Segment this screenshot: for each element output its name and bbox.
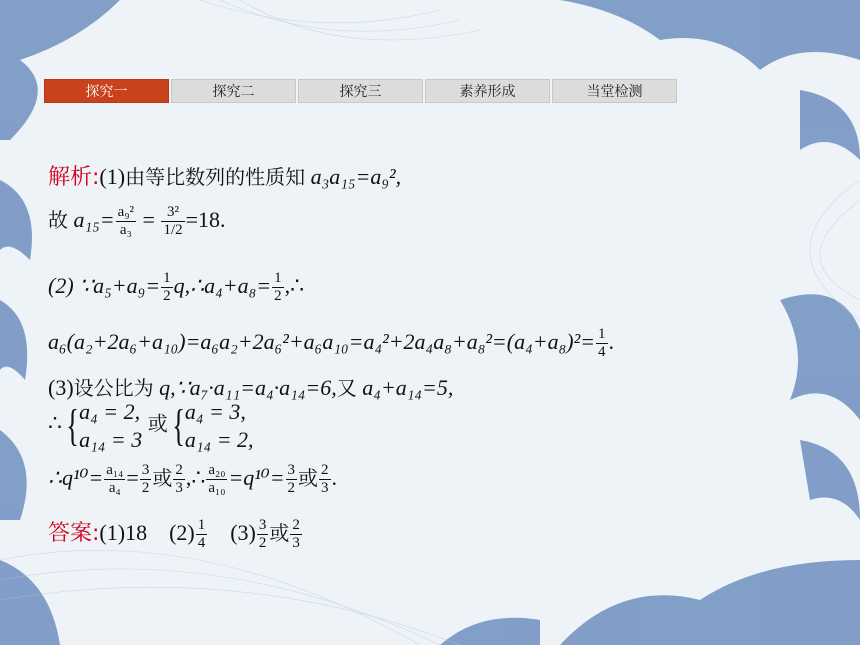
tab-explore-2[interactable]: 探究二 bbox=[171, 79, 296, 103]
solution-line-1: 解析:(1)由等比数列的性质知 a₃a₁₅=a₉², bbox=[48, 164, 402, 190]
solution-line-5: (3)设公比为 q,∵a₇·a₁₁=a₄·a₁₄=6,又 a₄+a₁₄=5, bbox=[48, 375, 454, 400]
answer-line: 答案:(1)18 (2) $\frac{1}{4}$ (3) $\frac{3}{2}$ 或 $\frac{2}{3}$ bbox=[48, 517, 300, 552]
solution-line-3: (2) ∵a₅+a₉= $\frac{1}{2}$ q,∴a₄+a₈= $\frac{1}{2}$ ,∴ bbox=[48, 270, 305, 305]
tab-explore-3[interactable]: 探究三 bbox=[298, 79, 423, 103]
tab-bar bbox=[44, 79, 677, 103]
tab-class-check[interactable]: 当堂检测 bbox=[552, 79, 677, 103]
system-1: a₄ = 2, a₁₄ = 3 bbox=[79, 399, 143, 452]
tab-literacy-formation[interactable]: 素养形成 bbox=[425, 79, 550, 103]
answer-label: 答案: bbox=[48, 521, 100, 546]
fraction-3sq-half: $\frac{\text{3²}}{1/2}$ bbox=[163, 204, 183, 239]
solution-line-7: ∴q¹⁰= $\frac{\text{a₁₄}}{\text{a₄}}$ = $\frac{3}{2}$ 或 $\frac{2}{3}$ ,∴ $\frac{\text{a₂₀}}{\text{a₁₀}}$ =q¹⁰= $\frac{3}{2}$ 或 $\frac{2}{3}$ . bbox=[48, 462, 338, 497]
system-2: a₄ = 3, a₁₄ = 2, bbox=[184, 399, 254, 452]
solution-line-4: a₆(a₂+2a₆+a₁₀)=a₆a₂+2a₆²+a₆a₁₀=a₄²+2a₄a₈+a₈²=(a₄+a₈)²= $\frac{1}{4}$ . bbox=[48, 326, 615, 361]
jiexi-label: 解析: bbox=[48, 165, 100, 190]
solution-line-2: 故 a₁₅= $\frac{\text{a₉²}}{\text{a₃}}$ = $\frac{\text{3²}}{1/2}$ =18. bbox=[48, 204, 226, 239]
fraction-a9sq-a3: $\frac{\text{a₉²}}{\text{a₃}}$ bbox=[117, 204, 135, 239]
tab-explore-1[interactable]: 探究一 bbox=[44, 79, 169, 103]
solution-line-6: ∴{a₄ = 2, a₁₄ = 3 或{a₄ = 3, a₁₄ = 2, bbox=[48, 399, 254, 452]
